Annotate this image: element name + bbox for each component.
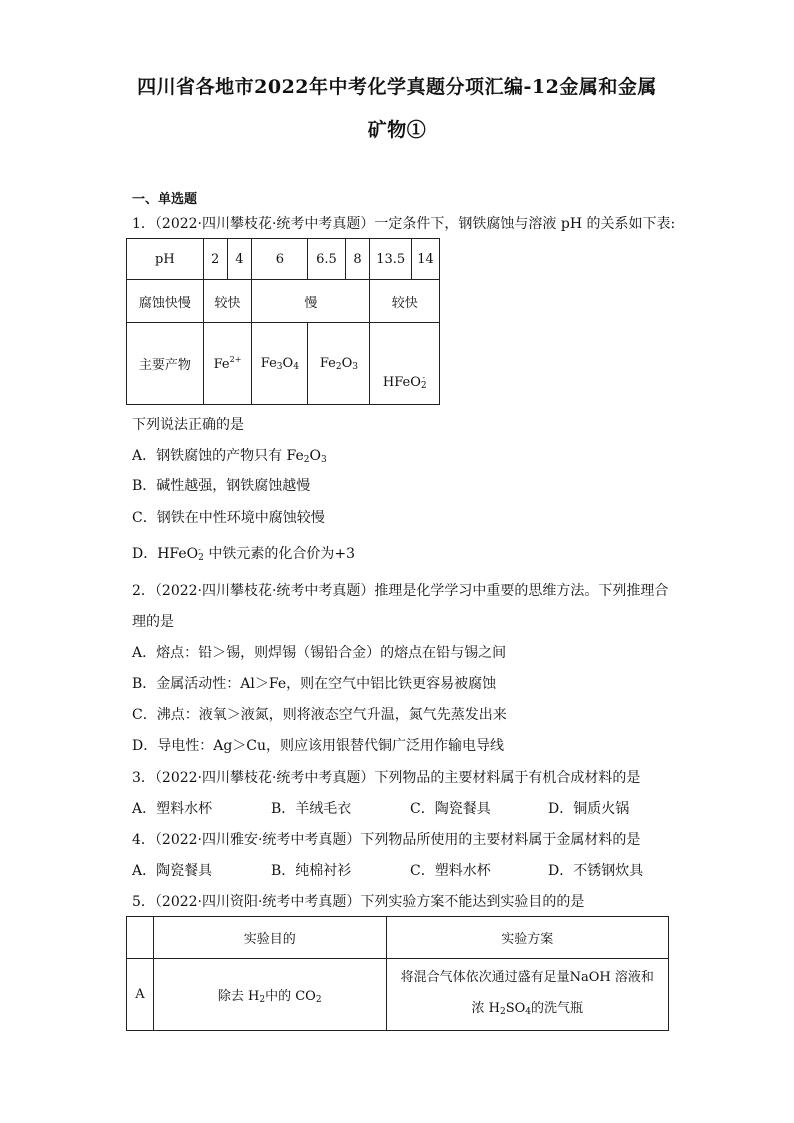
q5-row-plan: 将混合气体依次通过盛有足量NaOH 溶液和 浓 $H_2SO_4$的洗气瓶 xyxy=(386,959,669,1031)
q1-stem: 1．（2022·四川攀枝花·统考中考真题）一定条件下，钢铁腐蚀与溶液 pH 的关系如下表: xyxy=(132,216,676,232)
q2-stem: 2．（2022·四川攀枝花·统考中考真题）推理是化学学习中重要的思维方法。下列推理合 xyxy=(132,583,669,599)
q5-header-purpose: 实验目的 xyxy=(153,917,386,959)
q1-row-label-ph: pH xyxy=(127,239,204,280)
q4-option-c: C．塑料水杯 xyxy=(410,863,491,879)
q5-header-key xyxy=(127,917,154,959)
ph-value: 6 xyxy=(252,239,308,280)
document-title-line1: 四川省各地市2022年中考化学真题分项汇编-12金属和金属 xyxy=(137,76,657,98)
q1-option-a: A．钢铁腐蚀的产物只有 $Fe_2O_3$ xyxy=(132,448,327,465)
q5-header-plan: 实验方案 xyxy=(386,917,669,959)
q5-table xyxy=(126,916,669,1031)
q1-row-label-product: 主要产物 xyxy=(127,323,204,405)
q4-stem: 4．（2022·四川雅安·统考中考真题）下列物品所使用的主要材料属于金属材料的是 xyxy=(132,832,641,848)
ph-value: 8 xyxy=(345,239,370,280)
section-heading: 一、单选题 xyxy=(132,192,198,207)
ph-value: 4 xyxy=(227,239,252,280)
q2-option-c: C．沸点：液氧＞液氮，则将液态空气升温，氮气先蒸发出来 xyxy=(132,707,507,723)
q1-prompt: 下列说法正确的是 xyxy=(132,417,244,433)
q5-row-key: A xyxy=(127,959,154,1031)
q3-stem: 3．（2022·四川攀枝花·统考中考真题）下列物品的主要材料属于有机合成材料的是 xyxy=(132,770,641,786)
ph-value: 13.5 xyxy=(370,239,411,280)
q1-option-d: D．HFeO - 2 中铁元素的化合价为+3 xyxy=(132,545,355,563)
rate-cell: 慢 xyxy=(252,280,370,323)
q2-stem-cont: 理的是 xyxy=(132,614,174,630)
q5-row-purpose: 除去 $H_2$中的 $CO_2$ xyxy=(153,959,386,1031)
q4-option-d: D．不锈钢炊具 xyxy=(548,863,644,879)
product-cell: HFeO - 2 xyxy=(370,323,440,405)
q3-option-c: C．陶瓷餐具 xyxy=(410,801,491,817)
q2-option-d: D．导电性：Ag＞Cu，则应该用银替代铜广泛用作输电导线 xyxy=(132,738,505,754)
rate-cell: 较快 xyxy=(370,280,440,323)
q2-option-b: B．金属活动性：Al＞Fe，则在空气中铝比铁更容易被腐蚀 xyxy=(132,676,497,692)
ph-value: 2 xyxy=(203,239,227,280)
product-cell: $Fe_3O_4$ xyxy=(252,323,308,405)
q1-option-b: B．碱性越强，钢铁腐蚀越慢 xyxy=(132,478,311,494)
q1-row-label-rate: 腐蚀快慢 xyxy=(127,280,204,323)
q3-option-b: B．羊绒毛衣 xyxy=(271,801,352,817)
q3-option-d: D．铜质火锅 xyxy=(548,801,630,817)
q1-option-c: C．钢铁在中性环境中腐蚀较慢 xyxy=(132,510,325,526)
ph-value: 14 xyxy=(411,239,439,280)
q3-option-a: A．塑料水杯 xyxy=(132,801,213,817)
rate-cell: 较快 xyxy=(203,280,252,323)
document-title-line2: 矿物① xyxy=(367,119,427,141)
product-cell: $Fe^{2+}$ xyxy=(203,323,252,405)
q5-stem: 5．（2022·四川资阳·统考中考真题）下列实验方案不能达到实验目的的是 xyxy=(132,894,585,910)
q1-table xyxy=(126,238,440,405)
product-cell: $Fe_2O_3$ xyxy=(308,323,370,405)
ph-value: 6.5 xyxy=(308,239,345,280)
q4-option-b: B．纯棉衬衫 xyxy=(271,863,352,879)
q2-option-a: A．熔点：铅＞锡，则焊锡（锡铅合金）的熔点在铅与锡之间 xyxy=(132,645,507,661)
q4-option-a: A．陶瓷餐具 xyxy=(132,863,213,879)
